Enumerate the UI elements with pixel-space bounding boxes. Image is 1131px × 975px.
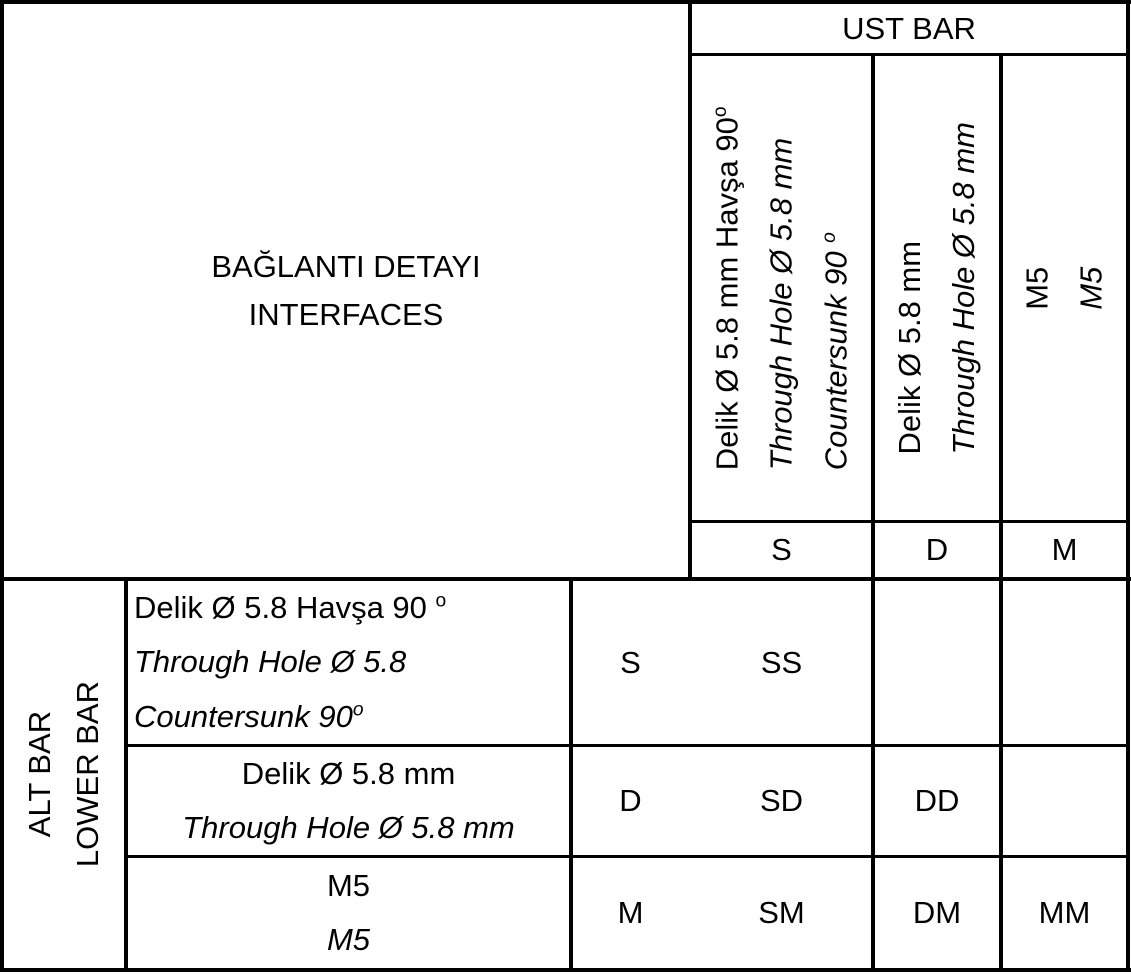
upper-col-s-countersunk: Countersunk 90 $^o$ <box>817 231 853 470</box>
lower-bar-label <box>4 581 124 968</box>
upper-col-d-english: Through Hole Ø 5.8 mm <box>946 121 981 455</box>
lower-row-m-turkish: M5 <box>326 867 371 903</box>
table-title <box>4 4 688 578</box>
border-right <box>1126 0 1130 972</box>
upper-code-m: M <box>1051 532 1078 568</box>
upper-col-d-header <box>875 56 999 520</box>
cell-ms <box>1003 581 1126 744</box>
upper-col-m-header <box>1003 56 1126 520</box>
lower-row-d-turkish: Delik Ø 5.8 mm <box>241 755 456 791</box>
cell-sm: SM <box>758 895 805 931</box>
cell-dd: DD <box>914 783 960 819</box>
lower-row-m-description <box>128 858 569 968</box>
lower-row-s-countersunk: Countersunk 90$^o$ <box>134 698 364 734</box>
upper-col-m-turkish: M5 <box>1019 266 1055 310</box>
lower-code-d: D <box>619 783 642 819</box>
cell-dm: DM <box>912 895 962 931</box>
upper-code-s: S <box>771 532 792 568</box>
cell-sd: SD <box>759 783 804 819</box>
upper-col-s-turkish: Delik Ø 5.8 mm Havşa 90$^o$ <box>709 106 745 470</box>
cell-md <box>1003 747 1126 855</box>
lower-row-s-turkish: Delik Ø 5.8 Havşa 90 $^o$ <box>134 590 447 626</box>
upper-col-d-turkish: Delik Ø 5.8 mm <box>891 240 927 455</box>
title-turkish: BAĞLANTI DETAYI <box>211 248 481 284</box>
title-english: INTERFACES <box>248 297 444 332</box>
lower-bar-turkish: ALT BAR <box>21 711 57 838</box>
upper-col-m-english: M5 <box>1073 266 1109 310</box>
border-bottom <box>0 968 1131 972</box>
lower-row-d-english: Through Hole Ø 5.8 mm <box>182 810 515 845</box>
upper-col-s-english: Through Hole Ø 5.8 mm <box>763 137 799 470</box>
lower-code-m: M <box>617 895 644 931</box>
cell-ds <box>875 581 999 744</box>
lower-row-s-english: Through Hole Ø 5.8 <box>134 644 407 680</box>
lower-row-m-english: M5 <box>326 922 371 957</box>
cell-mm: MM <box>1038 895 1091 931</box>
lower-row-s-description <box>134 581 569 744</box>
lower-code-s: S <box>620 644 641 680</box>
cell-ss: SS <box>760 644 803 680</box>
upper-col-s-header <box>692 56 871 520</box>
upper-code-d: D <box>925 532 949 568</box>
lower-bar-english: LOWER BAR <box>70 681 105 868</box>
upper-bar-label: UST BAR <box>842 10 976 46</box>
lower-row-d-description <box>128 747 569 855</box>
